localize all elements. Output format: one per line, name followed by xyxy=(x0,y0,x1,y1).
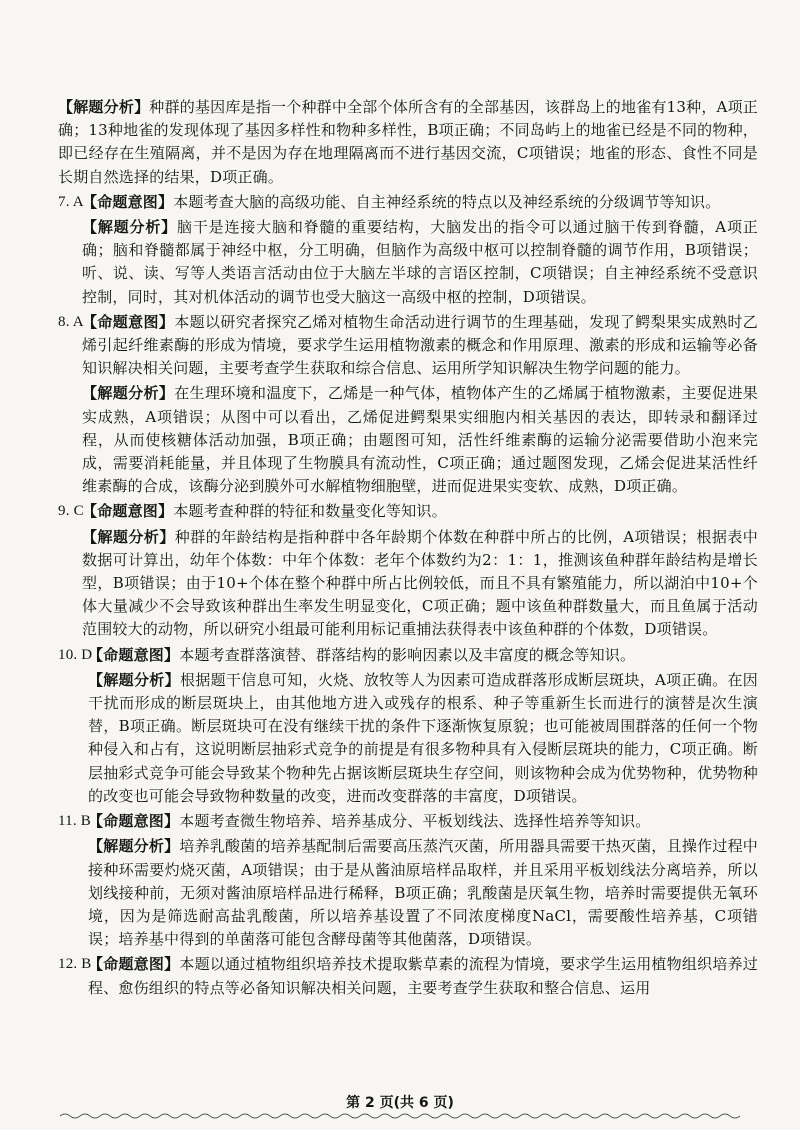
q8-analysis xyxy=(58,382,758,498)
q11-analysis xyxy=(58,835,758,951)
q12-intent xyxy=(58,953,758,999)
q9-analysis xyxy=(58,526,758,642)
analysis-text: 种群的基因库是指一个种群中全部个体所含有的全部基因，该群岛上的地雀有13种，A项正确；13种地雀的发现体现了基因多样性和物种多样性，B项正确；不同岛屿上的地雀已经是不同的物种，即已经存在生殖隔离，并不是因为存在地理隔离而不进行基因交流，C项错误；地雀的形态、食性不同是长期自然选择的结果，D项正确。 xyxy=(58,98,759,186)
analysis-tag: 【解题分析】 xyxy=(82,218,177,237)
question-number: 7. A xyxy=(58,193,84,210)
question-number: 10. D xyxy=(58,646,93,663)
analysis-text: 种群的年龄结构是指种群中各年龄期个体数在种群中所占的比例，A项错误；根据表中数据可计算出，幼年个体数：中年个体数：老年个体数约为2：1：1，推测该鱼种群年龄结构是增长型，B项错误；由于10+个体在整个种群中所占比例较低，而且不具有繁殖能力，所以湖泊中10+个体大量减少不会导致该种群出生率发生明显变化，C项正确；题中该鱼种群数量大，而且鱼属于活动范围较大的动物，所以研究小组最可能利用标记重捕法获得表中该鱼种群的个体数，D项错误。 xyxy=(82,527,759,639)
analysis-text: 根据题干信息可知，火烧、放牧等人为因素可造成群落形成断层斑块，A项正确。在因干扰而形成的断层斑块上，由其他地方进入或残存的根系、种子等重新生长而进行的演替是次生演替，B项正确。断层斑块可在没有继续干扰的条件下逐渐恢复原貌；也可能被周围群落的任何一个物种侵入和占有，这说明断层抽彩式竞争的前提是有很多物种具有入侵断层斑块的能力，C项正确。断层抽彩式竞争可能会导致某个物种先占据该断层斑块生存空间，则该物种会成为优势物种，优势物种的改变也可能会导致物种数量的改变，进而改变群落的丰富度，D项错误。 xyxy=(88,670,759,805)
intent-tag: 【命题意图】 xyxy=(82,502,174,521)
intent-text: 本题以研究者探究乙烯对植物生命活动进行调节的生理基础，发现了鳄梨果实成熟时乙烯引起纤维素酶的形成为情境，要求学生运用植物激素的概念和作用原理、激素的形成和运输等必备知识解决相关问题，主要考查学生获取和综合信息、运用所学知识解决生物学问题的能力。 xyxy=(82,312,759,378)
intent-text: 本题考查种群的特征和数量变化等知识。 xyxy=(173,502,447,521)
wavy-underline xyxy=(60,1112,740,1120)
analysis-tag: 【解题分析】 xyxy=(58,98,150,116)
intent-tag: 【命题意图】 xyxy=(82,312,175,331)
intent-tag: 【命题意图】 xyxy=(88,812,180,831)
analysis-text: 培养乳酸菌的培养基配制后需要高压蒸汽灭菌，所用器具需要干热灭菌，且操作过程中接种环需要灼烧灭菌，A项错误；由于是从酱油原培样品取样，并且采用平板划线法分离培养，所以划线接种前，无须对酱油原培样品进行稀释，B项正确；乳酸菌是厌氧生物，培养时需要提供无氧环境，因为是筛选耐高盐乳酸菌，所以培养基设置了不同浓度梯度NaCl，需要酸性培养基，C项错误；培养基中得到的单菌落可能包含酵母菌等其他菌落，D项错误。 xyxy=(88,837,759,949)
q10-analysis xyxy=(58,669,758,808)
question-number: 8. A xyxy=(58,313,84,330)
q6-analysis xyxy=(58,96,758,189)
page-footer xyxy=(0,1092,800,1112)
q11-intent xyxy=(58,810,758,833)
analysis-tag: 【解题分析】 xyxy=(88,670,180,689)
q8-intent xyxy=(58,311,758,381)
analysis-tag: 【解题分析】 xyxy=(88,837,180,856)
intent-tag: 【命题意图】 xyxy=(88,645,180,664)
analysis-tag: 【解题分析】 xyxy=(82,527,175,546)
q9-intent xyxy=(58,500,758,523)
q7-analysis xyxy=(58,216,758,309)
page-number-label: 第 2 页(共 6 页) xyxy=(346,1095,454,1111)
intent-text: 本题考查微生物培养、培养基成分、平板划线法、选择性培养等知识。 xyxy=(179,812,651,831)
question-number: 9. C xyxy=(58,503,84,520)
analysis-text: 在生理环境和温度下，乙烯是一种气体，植物体产生的乙烯属于植物激素，主要促进果实成熟，A项错误；从图中可以看出，乙烯促进鳄梨果实细胞内相关基因的表达，即转录和翻译过程，从而使核糖体活动加强，B项正确；由题图可知，活性纤维素酶的运输分泌需要借助小泡来完成，需要消耗能量，并且体现了生物膜具有流动性，C项正确；通过题图发现，乙烯会促进某活性纤维素酶的合成，该酶分泌到膜外可水解植物细胞壁，进而促进果实变软、成熟，D项正确。 xyxy=(82,384,759,496)
question-number: 12. B xyxy=(58,956,92,973)
q7-intent xyxy=(58,191,758,214)
intent-text: 本题考查群落演替、群落结构的影响因素以及丰富度的概念等知识。 xyxy=(179,645,636,664)
q10-intent xyxy=(58,644,758,667)
analysis-tag: 【解题分析】 xyxy=(82,384,175,403)
intent-tag: 【命题意图】 xyxy=(88,955,180,974)
analysis-text: 脑干是连接大脑和脊髓的重要结构，大脑发出的指令可以通过脑干传到脊髓，A项正确；脑和脊髓都属于神经中枢，分工明确，但脑作为高级中枢可以控制脊髓的调节作用，B项错误；听、说、读、写等人类语言活动由位于大脑左半球的言语区控制，C项错误；自主神经系统不受意识控制，同时，其对机体活动的调节也受大脑这一高级中枢的控制，D项错误。 xyxy=(82,218,758,306)
intent-text: 本题以通过植物组织培养技术提取紫草素的流程为情境，要求学生运用植物组织培养过程、愈伤组织的特点等必备知识解决相关问题，主要考查学生获取和整合信息、运用 xyxy=(88,955,759,997)
intent-text: 本题考查大脑的高级功能、自主神经系统的特点以及神经系统的分级调节等知识。 xyxy=(173,192,721,211)
question-number: 11. B xyxy=(58,813,91,830)
intent-tag: 【命题意图】 xyxy=(82,192,174,211)
